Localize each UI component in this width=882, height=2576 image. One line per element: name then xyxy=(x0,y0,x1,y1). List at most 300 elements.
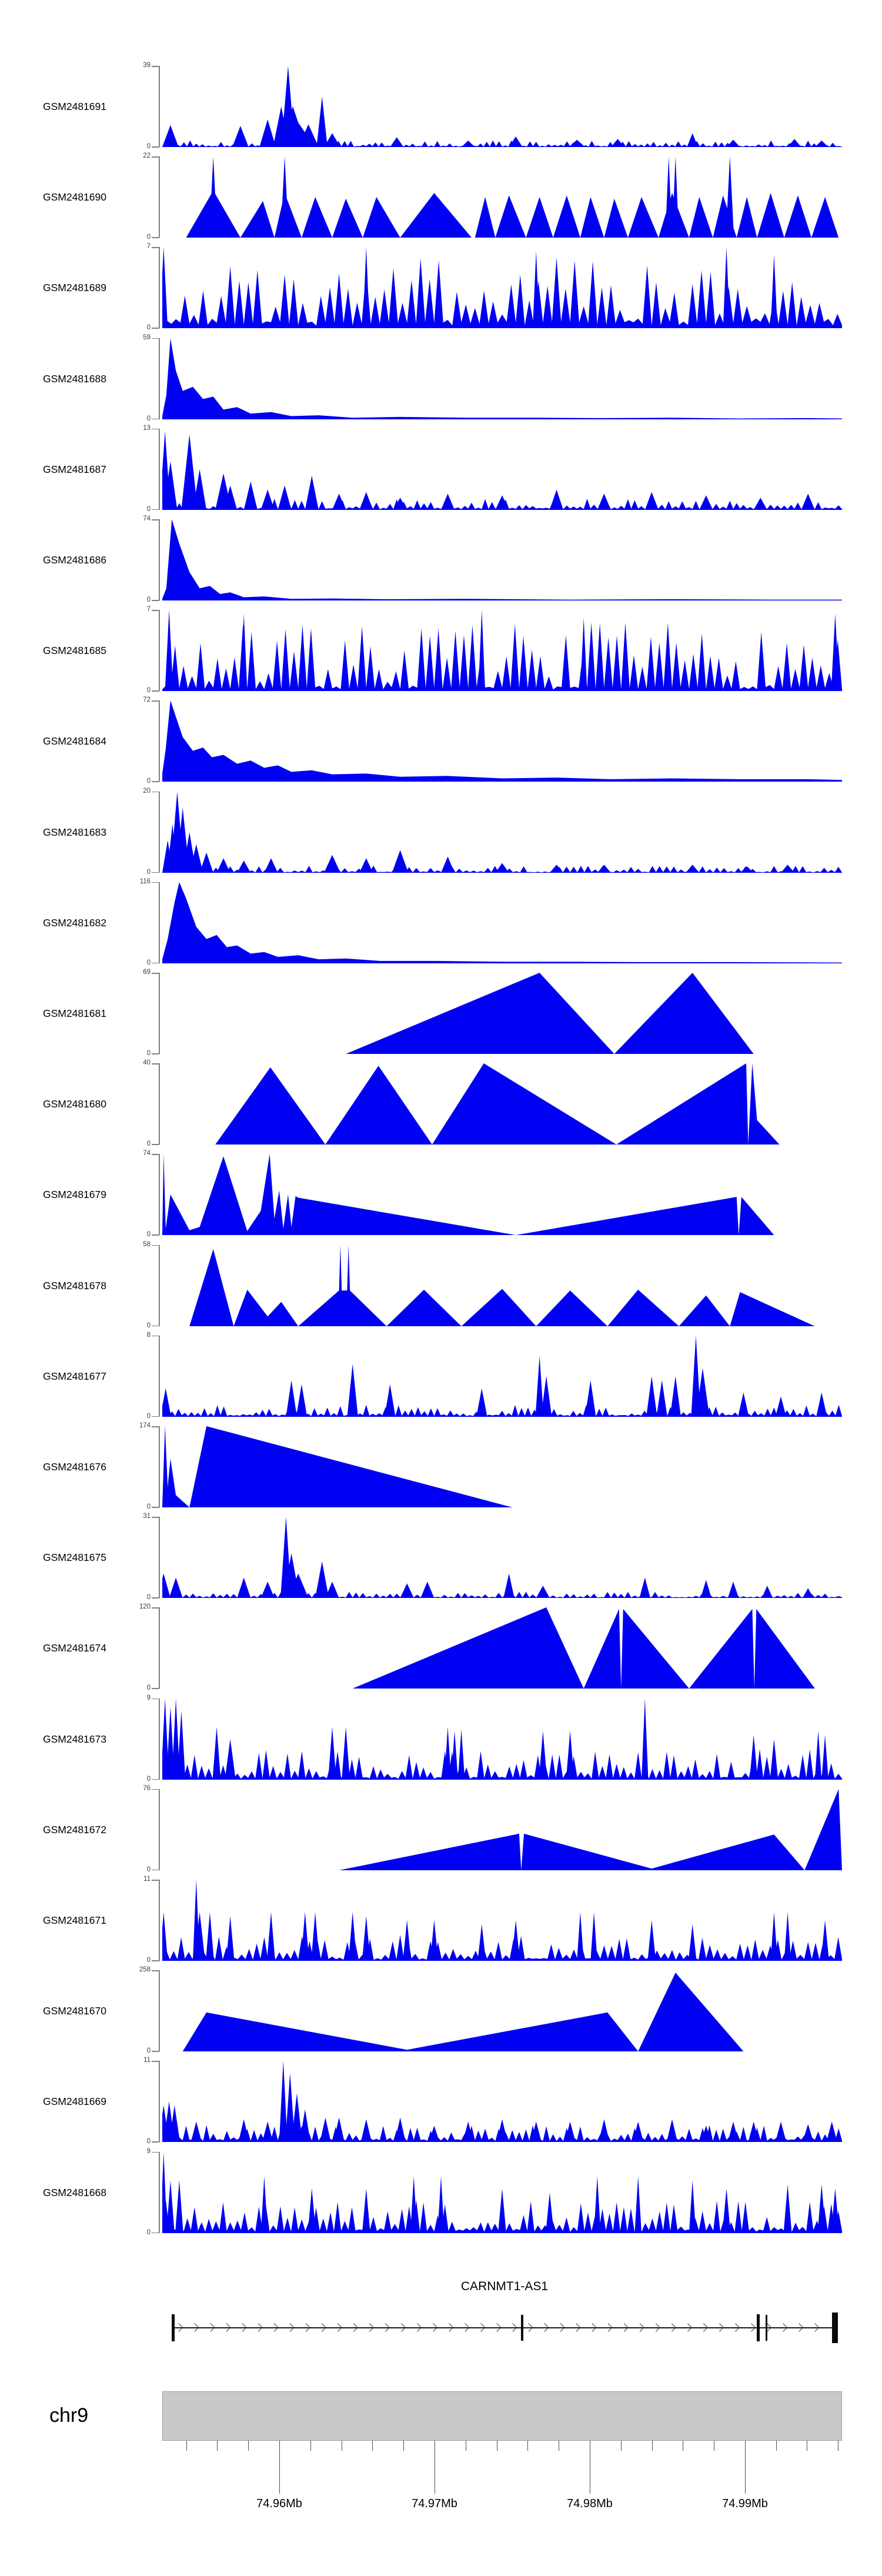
track-y-axis-tick xyxy=(152,1699,159,1700)
coverage-polygon xyxy=(162,519,842,600)
coverage-polygon xyxy=(580,618,587,691)
track-ymin-label: 0 xyxy=(146,1503,151,1510)
coverage-polygon xyxy=(479,610,486,691)
track-ymin-label: 0 xyxy=(146,1412,151,1420)
coverage-polygon xyxy=(259,119,276,147)
coverage-polygon xyxy=(347,1364,358,1417)
track-ymax-label: 22 xyxy=(143,152,151,160)
track-y-axis-tick xyxy=(152,963,159,964)
coverage-track-row xyxy=(0,1331,882,1420)
coverage-polygon xyxy=(296,1384,308,1417)
coverage-polygon xyxy=(162,1749,842,1779)
coverage-polygon xyxy=(776,1396,787,1417)
coverage-area-plot xyxy=(162,1154,842,1235)
coverage-polygon xyxy=(162,1607,842,1689)
coverage-polygon xyxy=(264,858,278,873)
coverage-polygon xyxy=(225,1739,235,1780)
coverage-polygon xyxy=(400,1583,414,1598)
track-sample-label: GSM2481691 xyxy=(43,101,106,112)
coverage-polygon xyxy=(162,1973,842,2051)
track-sample-label: GSM2481671 xyxy=(43,1914,106,1926)
coverage-polygon xyxy=(569,140,585,147)
track-y-axis-tick xyxy=(152,156,159,158)
coverage-polygon xyxy=(390,137,403,147)
coverage-track-row xyxy=(0,2057,882,2145)
track-ymax-label: 7 xyxy=(146,606,151,613)
coverage-polygon xyxy=(175,2180,183,2233)
coverage-polygon xyxy=(723,247,730,328)
track-y-axis-tick xyxy=(152,700,159,702)
track-ymin-label: 0 xyxy=(146,1231,151,1239)
track-y-axis-line xyxy=(159,1699,160,1780)
coverage-area-plot xyxy=(162,1789,842,1870)
coverage-polygon xyxy=(308,2188,316,2233)
coverage-polygon xyxy=(701,1580,711,1598)
track-y-axis-tick xyxy=(152,1517,159,1518)
track-ymin-label: 0 xyxy=(146,1866,151,1873)
coverage-polygon xyxy=(594,2176,601,2233)
coverage-polygon xyxy=(162,125,179,147)
track-y-axis-tick xyxy=(152,973,159,974)
axis-minor-tick xyxy=(372,2441,373,2451)
coverage-polygon xyxy=(826,2122,837,2143)
coverage-polygon xyxy=(400,193,472,238)
coverage-track-row xyxy=(0,1059,882,1148)
coverage-polygon xyxy=(217,858,230,873)
coverage-polygon xyxy=(206,1912,214,1961)
track-ymax-label: 72 xyxy=(143,696,151,704)
track-sample-label: GSM2481682 xyxy=(43,916,106,929)
coverage-polygon xyxy=(162,2152,167,2233)
track-y-axis-tick xyxy=(152,792,159,793)
coverage-polygon xyxy=(536,1586,550,1598)
coverage-area-plot xyxy=(162,2061,842,2142)
coverage-polygon xyxy=(166,2180,175,2233)
coverage-track-row xyxy=(0,877,882,966)
coverage-area-plot xyxy=(162,1970,842,2051)
coverage-polygon xyxy=(162,247,168,328)
coverage-polygon xyxy=(495,195,526,238)
track-y-axis-tick xyxy=(152,429,159,430)
coverage-polygon xyxy=(165,610,173,691)
track-y-axis-tick xyxy=(152,509,159,510)
track-ymin-label: 0 xyxy=(146,505,151,513)
track-sample-label: GSM2481685 xyxy=(43,645,106,657)
coverage-polygon xyxy=(278,485,292,509)
coverage-polygon xyxy=(316,96,328,147)
track-sample-label: GSM2481680 xyxy=(43,1098,106,1110)
track-y-axis-line xyxy=(159,700,160,782)
track-y-axis-tick xyxy=(152,1870,159,1871)
coverage-polygon xyxy=(740,866,754,873)
coverage-polygon xyxy=(728,1582,739,1599)
coverage-area-plot xyxy=(162,1517,842,1598)
track-ymax-label: 8 xyxy=(146,1331,151,1339)
track-ymin-label: 0 xyxy=(146,959,151,966)
coverage-polygon xyxy=(362,2188,370,2233)
coverage-track-row xyxy=(0,333,882,422)
coverage-polygon xyxy=(267,1912,275,1961)
gene-exon-block xyxy=(172,2314,175,2341)
coverage-track-row xyxy=(0,2147,882,2236)
axis-major-tick xyxy=(279,2441,280,2494)
coverage-polygon xyxy=(526,197,553,238)
track-ymin-label: 0 xyxy=(146,1050,151,1057)
coverage-polygon xyxy=(359,492,373,509)
axis-major-tick xyxy=(745,2441,746,2494)
track-y-axis-line xyxy=(159,1245,160,1326)
track-y-axis-line xyxy=(159,66,160,147)
track-y-axis-tick xyxy=(152,1970,159,1971)
track-ymax-label: 40 xyxy=(143,1059,151,1067)
coverage-polygon xyxy=(200,852,213,873)
coverage-polygon xyxy=(599,2120,609,2143)
track-sample-label: GSM2481681 xyxy=(43,1007,106,1019)
coverage-area-plot xyxy=(162,1880,842,1961)
coverage-polygon xyxy=(232,126,249,147)
track-ymin-label: 0 xyxy=(146,596,151,603)
coverage-polygon xyxy=(754,498,767,510)
coverage-polygon xyxy=(261,1582,275,1599)
coverage-polygon xyxy=(495,495,509,510)
coverage-polygon xyxy=(801,493,815,510)
coverage-area-plot xyxy=(162,519,842,600)
coverage-polygon xyxy=(590,1912,597,1961)
track-ymax-label: 69 xyxy=(143,969,151,976)
coverage-polygon xyxy=(244,481,258,509)
coverage-polygon xyxy=(320,2118,331,2142)
track-ymin-label: 0 xyxy=(146,233,151,241)
coverage-polygon xyxy=(162,1574,171,1598)
track-y-axis-tick xyxy=(152,328,159,329)
track-y-axis-line xyxy=(159,247,160,328)
coverage-polygon xyxy=(441,856,455,873)
coverage-polygon xyxy=(728,2122,739,2143)
coverage-track-row xyxy=(0,696,882,785)
track-y-axis-tick xyxy=(152,2061,159,2062)
coverage-polygon xyxy=(311,1912,319,1961)
track-y-axis-line xyxy=(159,1063,160,1144)
track-sample-label: GSM2481677 xyxy=(43,1370,106,1382)
gene-name-label: CARNMT1-AS1 xyxy=(460,2280,549,2293)
track-ymax-label: 9 xyxy=(146,2147,151,2155)
coverage-polygon xyxy=(646,1376,657,1417)
track-y-axis-line xyxy=(159,973,160,1054)
axis-minor-tick xyxy=(652,2441,653,2451)
coverage-polygon xyxy=(726,156,734,238)
track-ymax-label: 9 xyxy=(146,1694,151,1701)
axis-minor-tick xyxy=(776,2441,777,2451)
coverage-polygon xyxy=(512,1920,520,1961)
track-y-axis-tick xyxy=(152,66,159,67)
track-y-axis-tick xyxy=(152,146,159,148)
track-y-axis-tick xyxy=(152,1789,159,1790)
coverage-polygon xyxy=(566,1731,574,1780)
coverage-track-row xyxy=(0,1240,882,1329)
coverage-polygon xyxy=(395,2118,405,2142)
coverage-polygon xyxy=(689,197,713,238)
coverage-area-plot xyxy=(162,1245,842,1326)
track-y-axis-line xyxy=(159,1880,160,1961)
coverage-polygon xyxy=(332,493,346,510)
coverage-track-row xyxy=(0,424,882,513)
track-ymax-label: 74 xyxy=(143,515,151,522)
track-y-axis-line xyxy=(159,1517,160,1598)
track-ymin-label: 0 xyxy=(146,1594,151,1601)
track-y-axis-tick xyxy=(152,2152,159,2153)
coverage-track-row xyxy=(0,969,882,1057)
coverage-polygon xyxy=(815,1731,822,1780)
coverage-polygon xyxy=(324,855,340,872)
track-y-axis-tick xyxy=(152,1416,159,1417)
coverage-track-row xyxy=(0,1784,882,1873)
axis-tick-label: 74.96Mb xyxy=(256,2497,302,2510)
track-sample-label: GSM2481674 xyxy=(43,1642,106,1654)
coverage-polygon xyxy=(191,2122,202,2143)
gene-exon-block xyxy=(757,2314,760,2341)
coverage-polygon xyxy=(816,1392,827,1416)
track-y-axis-line xyxy=(159,156,160,238)
track-y-axis-tick xyxy=(152,2051,159,2052)
coverage-polygon xyxy=(604,199,628,238)
track-y-axis-line xyxy=(159,2061,160,2142)
track-y-axis-line xyxy=(159,1426,160,1507)
coverage-polygon xyxy=(656,1380,667,1417)
track-sample-label: GSM2481684 xyxy=(43,735,106,748)
coverage-track-row xyxy=(0,606,882,695)
coverage-polygon xyxy=(362,1916,370,1961)
coverage-polygon xyxy=(553,195,580,238)
coverage-polygon xyxy=(762,1586,773,1598)
coverage-area-plot xyxy=(162,882,842,963)
track-ymax-label: 120 xyxy=(139,1603,151,1611)
coverage-polygon xyxy=(325,1582,339,1599)
coverage-polygon xyxy=(550,489,563,510)
coverage-polygon xyxy=(162,882,842,963)
coverage-area-plot xyxy=(162,1607,842,1689)
axis-minor-tick xyxy=(310,2441,311,2451)
track-ymin-label: 0 xyxy=(146,1140,151,1148)
coverage-polygon xyxy=(162,1935,842,1961)
coverage-polygon xyxy=(162,338,842,419)
axis-minor-tick xyxy=(217,2441,218,2451)
coverage-track-row xyxy=(0,1694,882,1783)
coverage-polygon xyxy=(286,1380,297,1417)
coverage-polygon xyxy=(503,1574,514,1598)
coverage-polygon xyxy=(821,1735,828,1780)
track-y-axis-tick xyxy=(152,1144,159,1145)
coverage-polygon xyxy=(821,1920,829,1961)
coverage-polygon xyxy=(162,1388,171,1416)
coverage-polygon xyxy=(811,197,838,238)
coverage-polygon xyxy=(585,1380,596,1417)
coverage-polygon xyxy=(539,1731,547,1780)
coverage-polygon xyxy=(776,2122,787,2143)
coverage-polygon xyxy=(385,1384,396,1417)
coverage-polygon xyxy=(301,1912,309,1961)
coverage-polygon xyxy=(757,193,784,238)
coverage-polygon xyxy=(177,1710,185,1779)
coverage-polygon xyxy=(302,197,332,238)
coverage-polygon xyxy=(445,1727,452,1780)
coverage-polygon xyxy=(546,2193,554,2233)
gene-exon-block xyxy=(832,2313,838,2343)
coverage-polygon xyxy=(392,850,409,873)
coverage-track-row xyxy=(0,1150,882,1239)
coverage-polygon xyxy=(550,865,563,873)
coverage-area-plot xyxy=(162,610,842,691)
axis-tick-label: 74.98Mb xyxy=(567,2497,613,2510)
axis-tick-label: 74.97Mb xyxy=(412,2497,457,2510)
track-ymax-label: 11 xyxy=(143,2057,151,2064)
track-ymax-label: 59 xyxy=(143,333,151,341)
coverage-polygon xyxy=(803,1589,813,1599)
coverage-track-row xyxy=(0,1603,882,1692)
track-y-axis-line xyxy=(159,1789,160,1870)
track-y-axis-tick xyxy=(152,1688,159,1689)
coverage-polygon xyxy=(477,1924,486,1961)
track-y-axis-tick xyxy=(152,237,159,238)
track-sample-label: GSM2481687 xyxy=(43,463,106,475)
coverage-polygon xyxy=(475,197,496,238)
coverage-polygon xyxy=(237,1578,250,1599)
track-ymin-label: 0 xyxy=(146,2228,151,2236)
coverage-area-plot xyxy=(162,1336,842,1417)
coverage-polygon xyxy=(332,199,363,238)
coverage-polygon xyxy=(815,141,828,147)
coverage-polygon xyxy=(363,197,400,238)
coverage-polygon xyxy=(162,1789,842,1870)
track-ymax-label: 13 xyxy=(143,424,151,432)
track-y-axis-tick xyxy=(152,1960,159,1961)
coverage-polygon xyxy=(237,860,250,873)
coverage-polygon xyxy=(441,493,455,510)
track-ymax-label: 58 xyxy=(143,1240,151,1248)
track-sample-label: GSM2481686 xyxy=(43,554,106,566)
coverage-polygon xyxy=(770,1739,779,1780)
coverage-polygon xyxy=(403,1920,411,1961)
track-y-axis-tick xyxy=(152,1880,159,1881)
coverage-polygon xyxy=(803,2124,813,2142)
coverage-track-row xyxy=(0,152,882,241)
coverage-area-plot xyxy=(162,156,842,238)
coverage-polygon xyxy=(240,201,275,238)
track-y-axis-tick xyxy=(152,690,159,692)
track-y-axis-tick xyxy=(152,1063,159,1065)
coverage-polygon xyxy=(162,1426,842,1507)
track-y-axis-line xyxy=(159,1336,160,1417)
track-sample-label: GSM2481689 xyxy=(43,282,106,294)
track-sample-label: GSM2481676 xyxy=(43,1461,106,1473)
coverage-polygon xyxy=(647,1920,656,1961)
coverage-polygon xyxy=(430,1920,439,1961)
coverage-polygon xyxy=(349,1912,357,1961)
track-sample-label: GSM2481678 xyxy=(43,1279,106,1292)
coverage-area-plot xyxy=(162,1063,842,1144)
track-ymax-label: 31 xyxy=(143,1513,151,1520)
coverage-track-row xyxy=(0,787,882,876)
axis-minor-tick xyxy=(621,2441,622,2451)
axis-minor-tick xyxy=(403,2441,404,2451)
track-sample-label: GSM2481668 xyxy=(43,2186,106,2198)
coverage-polygon xyxy=(577,1912,584,1961)
gene-exon-block xyxy=(766,2315,767,2341)
track-y-axis-tick xyxy=(152,882,159,883)
coverage-polygon xyxy=(328,1727,336,1780)
track-y-axis-tick xyxy=(152,1779,159,1780)
coverage-polygon xyxy=(738,1392,749,1416)
coverage-polygon xyxy=(437,2176,445,2233)
coverage-track-row xyxy=(0,62,882,150)
coverage-polygon xyxy=(831,2188,840,2233)
track-y-axis-line xyxy=(159,519,160,600)
coverage-polygon xyxy=(462,141,475,147)
track-ymin-label: 0 xyxy=(146,143,151,150)
coverage-area-plot xyxy=(162,1699,842,1780)
track-y-axis-line xyxy=(159,792,160,873)
coverage-polygon xyxy=(458,1729,465,1780)
coverage-polygon xyxy=(420,1582,434,1599)
track-ymin-label: 0 xyxy=(146,687,151,695)
track-ymax-label: 39 xyxy=(143,62,151,69)
track-sample-label: GSM2481683 xyxy=(43,826,106,838)
track-y-axis-tick xyxy=(152,419,159,420)
track-sample-label: GSM2481673 xyxy=(43,1733,106,1745)
track-ymax-label: 7 xyxy=(146,243,151,251)
coverage-polygon xyxy=(300,2110,311,2142)
coverage-polygon xyxy=(305,476,319,510)
coverage-polygon xyxy=(162,700,842,782)
coverage-polygon xyxy=(699,495,713,510)
coverage-polygon xyxy=(359,858,373,873)
coverage-polygon xyxy=(686,865,699,873)
track-ymax-label: 116 xyxy=(139,877,151,885)
track-sample-label: GSM2481669 xyxy=(43,2095,106,2108)
coverage-polygon xyxy=(363,247,370,328)
coverage-polygon xyxy=(640,1578,651,1599)
track-y-axis-tick xyxy=(152,1326,159,1327)
coverage-polygon xyxy=(645,492,659,509)
coverage-area-plot xyxy=(162,700,842,782)
track-y-axis-line xyxy=(159,882,160,963)
coverage-polygon xyxy=(771,1912,778,1961)
chromosome-ideogram xyxy=(162,2391,842,2441)
gene-exon-block xyxy=(521,2315,523,2341)
coverage-polygon xyxy=(634,2176,642,2233)
track-y-axis-tick xyxy=(152,1507,159,1508)
track-ymin-label: 0 xyxy=(146,2047,151,2055)
coverage-area-plot xyxy=(162,338,842,419)
coverage-track-row xyxy=(0,1513,882,1601)
coverage-polygon xyxy=(361,2120,372,2143)
coverage-polygon xyxy=(784,195,811,238)
track-ymax-label: 76 xyxy=(143,1784,151,1792)
coverage-polygon xyxy=(162,623,842,692)
coverage-polygon xyxy=(315,1561,329,1598)
track-y-axis-tick xyxy=(152,338,159,339)
track-sample-label: GSM2481675 xyxy=(43,1551,106,1564)
coverage-polygon xyxy=(162,258,842,328)
track-sample-label: GSM2481690 xyxy=(43,191,106,203)
axis-tick-label: 74.99Mb xyxy=(722,2497,768,2510)
track-y-axis-tick xyxy=(152,610,159,611)
track-ymax-label: 258 xyxy=(139,1966,151,1974)
coverage-polygon xyxy=(162,1912,168,1961)
track-y-axis-line xyxy=(159,338,160,419)
track-y-axis-tick xyxy=(152,2141,159,2143)
coverage-track-row xyxy=(0,1422,882,1510)
axis-minor-tick xyxy=(248,2441,249,2451)
